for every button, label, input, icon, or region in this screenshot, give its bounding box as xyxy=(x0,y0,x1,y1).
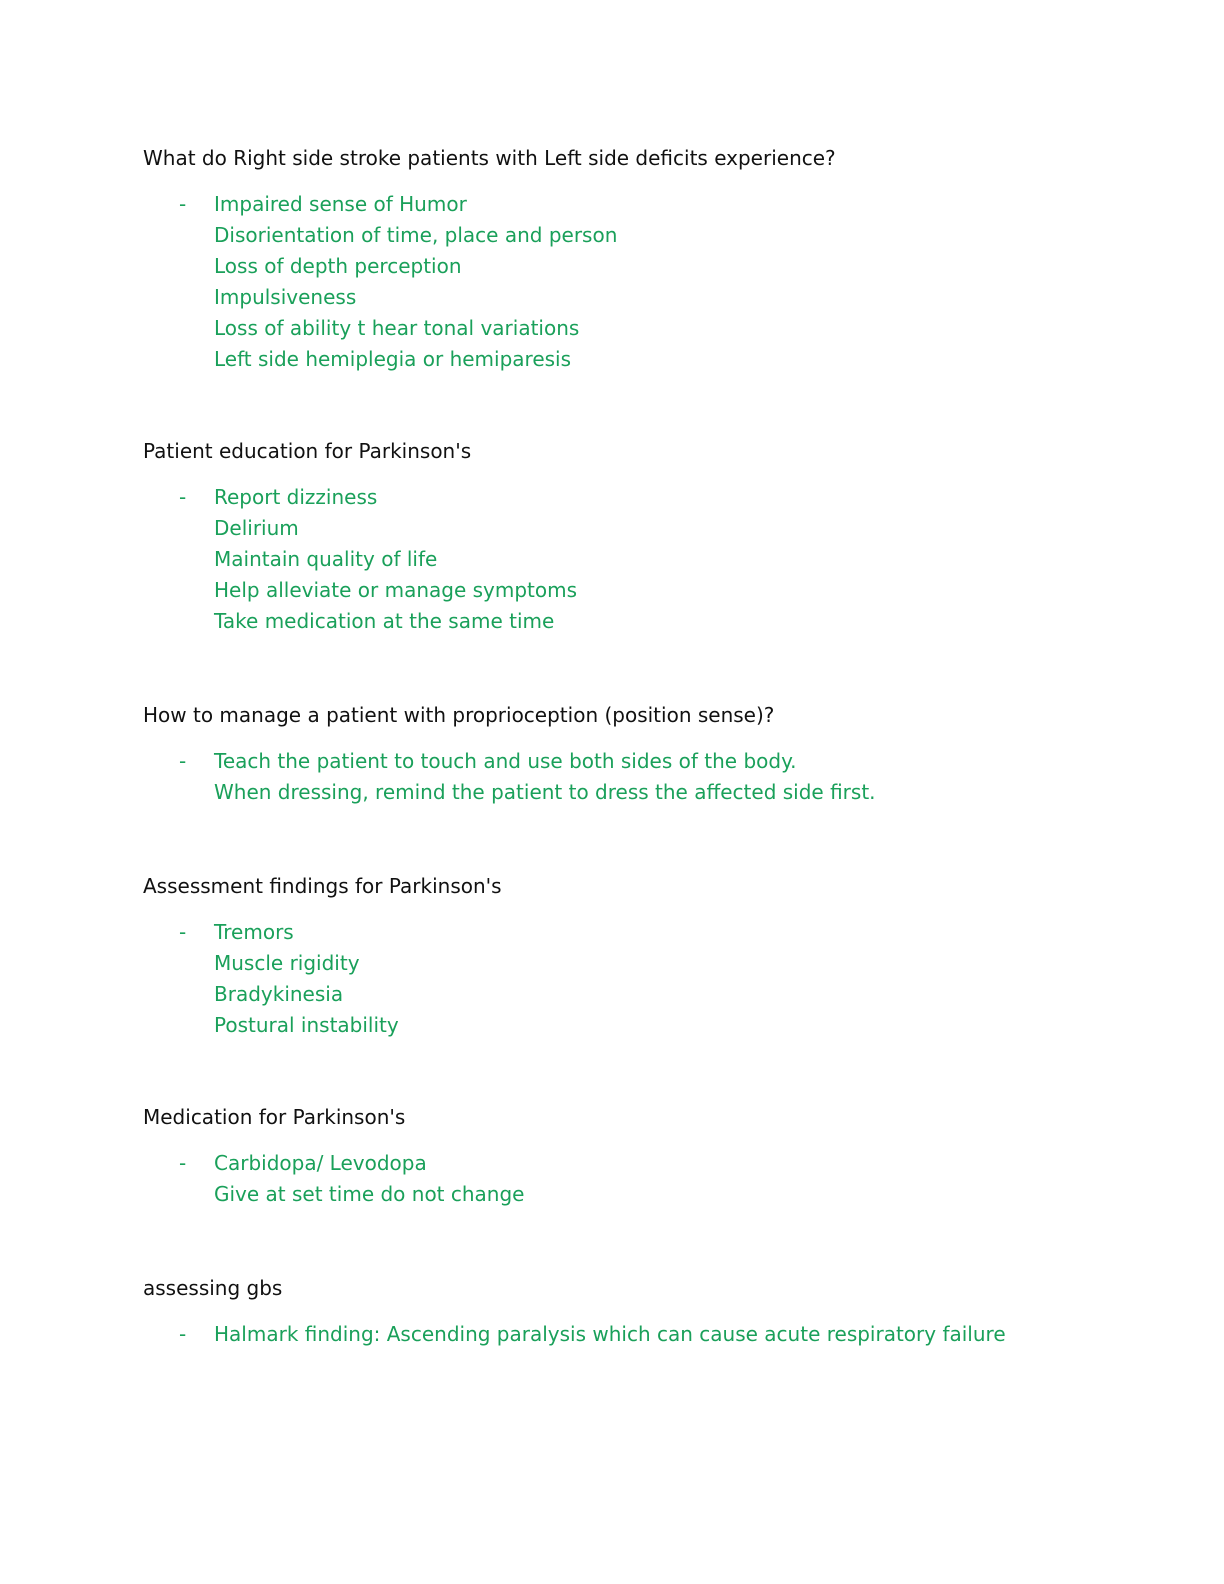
answer-line: Postural instability xyxy=(214,1013,399,1037)
dash-bullet: - xyxy=(179,920,187,944)
qa-section-parkinsons-education xyxy=(143,436,1143,637)
answer-line: Disorientation of time, place and person xyxy=(214,223,618,247)
answer-line: Impaired sense of Humor xyxy=(214,192,467,216)
answer-line: Help alleviate or manage symptoms xyxy=(214,578,578,602)
question-heading: Patient education for Parkinson's xyxy=(143,439,472,463)
question-heading: How to manage a patient with proprioception (position sense)? xyxy=(143,703,775,727)
answer-list xyxy=(143,1319,1143,1350)
answer-line: Delirium xyxy=(214,516,299,540)
answer-line: When dressing, remind the patient to dress the affected side first. xyxy=(214,780,876,804)
answer-list xyxy=(143,917,1143,1041)
answer-line: Left side hemiplegia or hemiparesis xyxy=(214,347,572,371)
answer-line: Tremors xyxy=(214,920,294,944)
qa-section-gbs xyxy=(143,1273,1143,1350)
answer-line: Maintain quality of life xyxy=(214,547,438,571)
dash-bullet: - xyxy=(179,485,187,509)
answer-line: Give at set time do not change xyxy=(214,1182,525,1206)
answer-line: Muscle rigidity xyxy=(214,951,360,975)
answer-line: Teach the patient to touch and use both sides of the body. xyxy=(214,749,797,773)
qa-section-parkinsons-medication xyxy=(143,1102,1143,1210)
answer-list xyxy=(143,482,1143,637)
question-heading: Medication for Parkinson's xyxy=(143,1105,406,1129)
answer-list xyxy=(143,746,1143,808)
qa-section-parkinsons-assessment xyxy=(143,871,1143,1041)
dash-bullet: - xyxy=(179,1322,187,1346)
answer-line: Carbidopa/ Levodopa xyxy=(214,1151,427,1175)
answer-line: Loss of ability t hear tonal variations xyxy=(214,316,580,340)
answer-line: Take medication at the same time xyxy=(214,609,555,633)
dash-bullet: - xyxy=(179,749,187,773)
answer-list xyxy=(143,1148,1143,1210)
question-heading: assessing gbs xyxy=(143,1276,283,1300)
answer-line: Halmark finding: Ascending paralysis which can cause acute respiratory failure xyxy=(214,1322,1006,1346)
answer-line: Report dizziness xyxy=(214,485,378,509)
dash-bullet: - xyxy=(179,1151,187,1175)
question-heading: What do Right side stroke patients with Left side deficits experience? xyxy=(143,146,836,170)
answer-line: Impulsiveness xyxy=(214,285,357,309)
dash-bullet: - xyxy=(179,192,187,216)
answer-line: Loss of depth perception xyxy=(214,254,462,278)
question-heading: Assessment findings for Parkinson's xyxy=(143,874,502,898)
answer-list xyxy=(143,189,1143,375)
qa-section-proprioception xyxy=(143,700,1143,808)
answer-line: Bradykinesia xyxy=(214,982,344,1006)
qa-section-right-stroke xyxy=(143,143,1143,375)
